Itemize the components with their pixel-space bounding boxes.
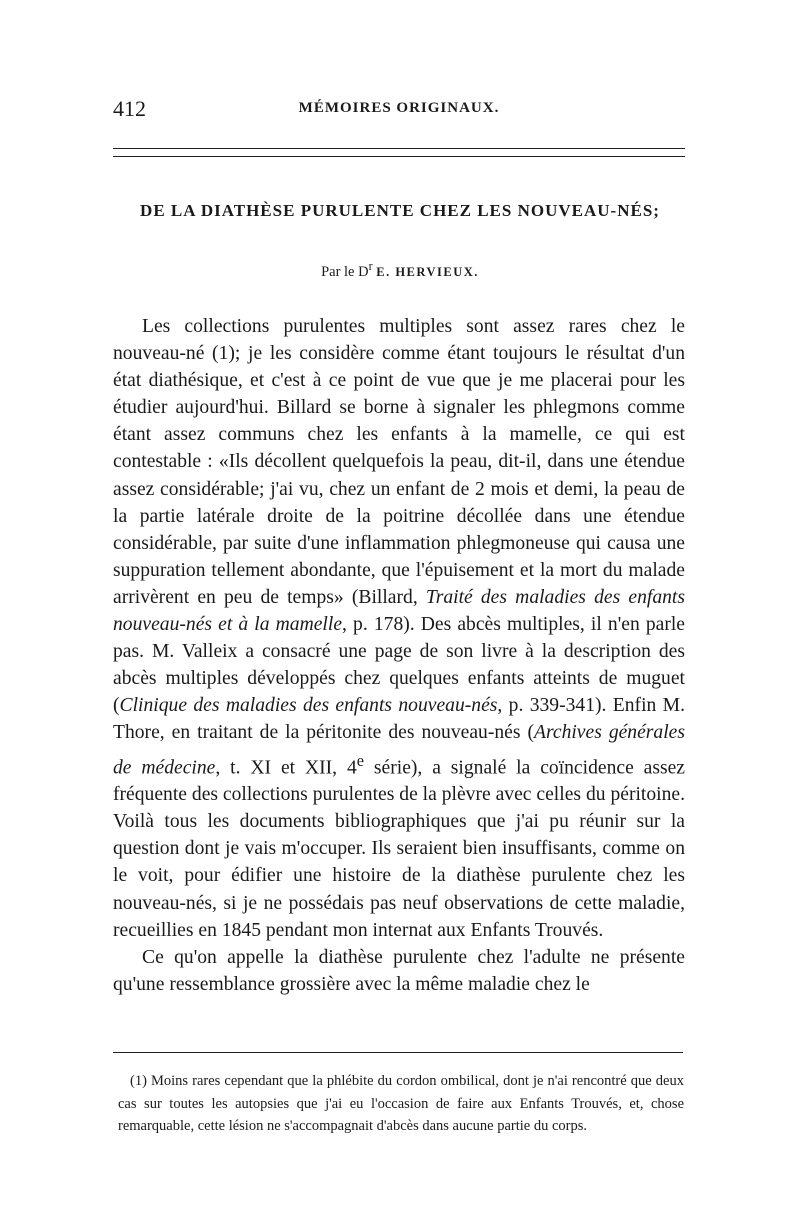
byline-author: E. HERVIEUX. — [376, 264, 479, 279]
running-head — [113, 96, 685, 126]
citation-title: Clinique des maladies des enfants nouveau-nés — [119, 695, 498, 717]
citation-title: Traité des maladies des enfants nouveau-nés et à la mamelle — [113, 586, 685, 636]
paragraph-2: Ce qu'on appelle la diathèse purulente chez l'adulte ne présente qu'une ressemblance grossière avec la même maladie chez le — [113, 946, 685, 995]
text-run: , p. 339-341). Enfin M. Thore, en traitant de la péritonite des nouveau-nés ( — [113, 695, 685, 744]
byline-prefix: Par le D — [321, 263, 369, 280]
text-run: , t. XI et XII, 4 — [215, 757, 357, 779]
header-double-rule — [113, 148, 685, 157]
page-number: 412 — [113, 96, 146, 121]
text-run: , p. 178). Des abcès multiples, il n'en parle pas. M. Valleix a consacré une page de son livre à la description des abcès multiples développés chez quelques enfants atteints de muguet ( — [113, 614, 686, 717]
byline-superscript: r — [368, 259, 373, 273]
running-title: MÉMOIRES ORIGINAUX. — [298, 100, 500, 116]
text-run: Les collections purulentes multiples sont assez rares chez le nouveau-né (1); je les considère comme étant toujours le résultat d'un état diathésique, et c'est à ce point de vue que je me placerai pour les étudier aujourd'hui. Billard se borne à signaler les phlegmons comme étant assez communs chez les enfants à la mamelle, ce qui est contestable : «Ils décollent quelquefois la peau, dit-il, dans une étendue assez considérable; j'ai vu, chez un enfant de 2 mois et demi, la peau de la partie latérale droite de la poitrine décollée dans une étendue considérable, par suite d'une inflammation phlegmoneuse qui causa une suppuration tellement abondante, que l'épuisement et la mort du malade arrivèrent en peu de temps» (Billard, — [113, 316, 685, 608]
footnote: (1) Moins rares cependant que la phlébite du cordon ombilical, dont je n'ai rencontré que deux cas sur toutes les autopsies que j'ai eu l'occasion de faire aux Enfants Trouvés, et, chose remarquable, cette lésion ne s'accompagnait d'abcès dans aucune partie du corps. — [118, 1073, 684, 1134]
article-title: DE LA DIATHÈSE PURULENTE CHEZ LES NOUVEAU-NÉS; — [140, 201, 660, 220]
paragraph-1 — [113, 313, 685, 944]
superscript: e — [356, 750, 365, 770]
text-run: série), a signalé la coïncidence assez fréquente des collections purulentes de la plèvre avec celles du péritoine. Voilà tous les documents bibliographiques que j'ai pu réunir sur la question dont je vais m'occuper. Ils seraient bien insuffisants, comme on le voit, pour édifier une histoire de la diathèse purulente chez les nouveau-nés, si je ne possédais pas neuf observations de cette maladie, recueillies en 1845 pendant mon internat aux Enfants Trouvés. — [113, 757, 685, 941]
footnote-rule — [113, 1052, 683, 1053]
citation-title: Archives générales de médecine — [113, 722, 685, 779]
byline — [100, 259, 700, 281]
article-body — [113, 313, 685, 998]
